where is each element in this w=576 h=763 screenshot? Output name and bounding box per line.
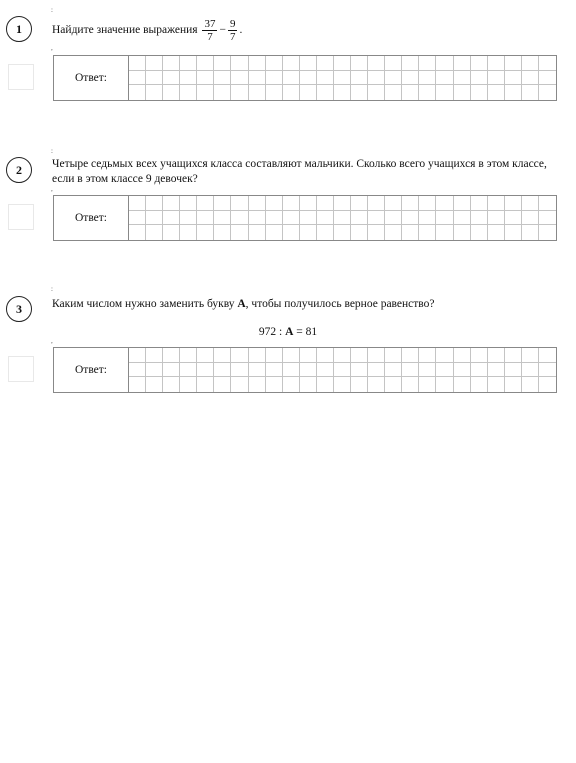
answer-cell[interactable]: [539, 56, 556, 71]
answer-cell[interactable]: [214, 211, 231, 226]
answer-cell[interactable]: [351, 363, 368, 378]
fraction-1-denominator: 7: [207, 31, 213, 43]
answer-cell[interactable]: [300, 377, 317, 392]
answer-cell[interactable]: [334, 56, 351, 71]
answer-cell[interactable]: [249, 211, 266, 226]
answer-cell[interactable]: [163, 377, 180, 392]
answer-cell[interactable]: [368, 348, 385, 363]
answer-cell[interactable]: [214, 348, 231, 363]
answer-cell[interactable]: [146, 211, 163, 226]
fraction-2-numerator: 9: [229, 18, 236, 30]
answer-grid[interactable]: [129, 56, 556, 100]
answer-cell[interactable]: [231, 377, 248, 392]
answer-cell[interactable]: [539, 363, 556, 378]
answer-cell[interactable]: [488, 85, 505, 100]
answer-cell[interactable]: [385, 348, 402, 363]
answer-cell[interactable]: [146, 377, 163, 392]
answer-cell[interactable]: [317, 56, 334, 71]
answer-cell[interactable]: [402, 211, 419, 226]
answer-cell[interactable]: [488, 225, 505, 240]
answer-cell[interactable]: [231, 71, 248, 86]
answer-cell[interactable]: [197, 85, 214, 100]
answer-cell[interactable]: [385, 363, 402, 378]
answer-cell[interactable]: [522, 363, 539, 378]
answer-cell[interactable]: [454, 196, 471, 211]
answer-cell[interactable]: [197, 211, 214, 226]
fraction-9-7: [228, 18, 238, 43]
answer-cell[interactable]: [317, 377, 334, 392]
answer-cell[interactable]: [334, 225, 351, 240]
answer-cell[interactable]: [266, 225, 283, 240]
answer-cell[interactable]: [146, 225, 163, 240]
answer-cell[interactable]: [180, 363, 197, 378]
answer-cell[interactable]: [368, 85, 385, 100]
answer-cell[interactable]: [351, 348, 368, 363]
answer-cell[interactable]: [488, 71, 505, 86]
answer-cell[interactable]: [317, 85, 334, 100]
answer-cell[interactable]: [436, 348, 453, 363]
answer-cell[interactable]: [539, 211, 556, 226]
answer-cell[interactable]: [402, 196, 419, 211]
answer-cell[interactable]: [249, 196, 266, 211]
answer-cell[interactable]: [419, 363, 436, 378]
answer-cell[interactable]: [266, 56, 283, 71]
answer-cell[interactable]: [300, 71, 317, 86]
answer-cell[interactable]: [334, 85, 351, 100]
answer-cell[interactable]: [454, 56, 471, 71]
task-2-text: Четыре седьмых всех учащихся класса составляют мальчики. Сколько всего учащихся в этом классе, если в этом классе 9 девочек?: [52, 158, 547, 185]
answer-cell[interactable]: [180, 85, 197, 100]
answer-cell[interactable]: [368, 71, 385, 86]
answer-cell[interactable]: [129, 211, 146, 226]
answer-cell[interactable]: [522, 71, 539, 86]
answer-cell[interactable]: [351, 196, 368, 211]
answer-cell[interactable]: [249, 85, 266, 100]
answer-cell[interactable]: [283, 85, 300, 100]
answer-cell[interactable]: [419, 71, 436, 86]
answer-cell[interactable]: [300, 348, 317, 363]
answer-cell[interactable]: [146, 363, 163, 378]
task-3-text: [52, 297, 435, 312]
answer-cell[interactable]: [402, 71, 419, 86]
answer-cell[interactable]: [454, 363, 471, 378]
answer-cell[interactable]: [317, 211, 334, 226]
answer-cell[interactable]: [214, 225, 231, 240]
answer-cell[interactable]: [505, 211, 522, 226]
answer-cell[interactable]: [385, 196, 402, 211]
answer-cell[interactable]: [539, 225, 556, 240]
task-1-text: [52, 18, 242, 43]
answer-cell[interactable]: [334, 377, 351, 392]
answer-cell[interactable]: [266, 196, 283, 211]
answer-cell[interactable]: [522, 56, 539, 71]
answer-cell[interactable]: [249, 363, 266, 378]
answer-cell[interactable]: [163, 211, 180, 226]
answer-field-1[interactable]: [53, 55, 557, 101]
answer-cell[interactable]: [368, 56, 385, 71]
answer-cell[interactable]: [505, 196, 522, 211]
answer-cell[interactable]: [317, 196, 334, 211]
answer-cell[interactable]: [283, 225, 300, 240]
answer-cell[interactable]: [351, 56, 368, 71]
answer-cell[interactable]: [505, 85, 522, 100]
answer-cell[interactable]: [385, 56, 402, 71]
answer-cell[interactable]: [419, 348, 436, 363]
answer-cell[interactable]: [283, 56, 300, 71]
answer-cell[interactable]: [522, 211, 539, 226]
task-number-badge: 2: [6, 157, 32, 183]
answer-cell[interactable]: [334, 363, 351, 378]
answer-cell[interactable]: [197, 56, 214, 71]
answer-cell[interactable]: [231, 363, 248, 378]
answer-cell[interactable]: [471, 196, 488, 211]
answer-cell[interactable]: [163, 363, 180, 378]
bold-letter: A: [237, 298, 246, 310]
equation: [0, 326, 576, 338]
answer-cell[interactable]: [266, 377, 283, 392]
answer-cell[interactable]: [266, 211, 283, 226]
answer-cell[interactable]: [317, 348, 334, 363]
answer-grid[interactable]: [129, 348, 556, 392]
answer-cell[interactable]: [283, 196, 300, 211]
answer-cell[interactable]: [454, 71, 471, 86]
answer-cell[interactable]: [214, 71, 231, 86]
answer-cell[interactable]: [214, 196, 231, 211]
answer-cell[interactable]: [249, 348, 266, 363]
answer-cell[interactable]: [146, 348, 163, 363]
answer-cell[interactable]: [505, 225, 522, 240]
answer-cell[interactable]: [163, 225, 180, 240]
answer-cell[interactable]: [214, 363, 231, 378]
answer-cell[interactable]: [505, 56, 522, 71]
answer-cell[interactable]: [385, 211, 402, 226]
answer-cell[interactable]: [436, 71, 453, 86]
answer-cell[interactable]: [402, 56, 419, 71]
fraction-37-7: [202, 18, 217, 43]
answer-cell[interactable]: [129, 348, 146, 363]
answer-cell[interactable]: [385, 85, 402, 100]
task-1-period: .: [239, 24, 243, 37]
answer-cell[interactable]: [146, 56, 163, 71]
answer-cell[interactable]: [300, 211, 317, 226]
answer-cell[interactable]: [351, 85, 368, 100]
task-number-badge: 1: [6, 16, 32, 42]
answer-label: Ответ:: [54, 196, 129, 240]
answer-cell[interactable]: [300, 196, 317, 211]
answer-cell[interactable]: [283, 348, 300, 363]
answer-cell[interactable]: [488, 363, 505, 378]
answer-label: Ответ:: [54, 56, 129, 100]
margin-mark: :: [51, 285, 53, 293]
answer-cell[interactable]: [249, 56, 266, 71]
answer-cell[interactable]: [249, 225, 266, 240]
answer-cell[interactable]: [436, 85, 453, 100]
answer-cell[interactable]: [180, 56, 197, 71]
answer-cell[interactable]: [180, 348, 197, 363]
answer-cell[interactable]: [146, 85, 163, 100]
answer-cell[interactable]: [317, 363, 334, 378]
answer-field-2[interactable]: [53, 195, 557, 241]
answer-cell[interactable]: [266, 71, 283, 86]
answer-cell[interactable]: [129, 56, 146, 71]
answer-cell[interactable]: [231, 225, 248, 240]
answer-cell[interactable]: [436, 225, 453, 240]
answer-cell[interactable]: [351, 71, 368, 86]
answer-cell[interactable]: [419, 225, 436, 240]
margin-mark: ,: [51, 185, 53, 193]
answer-label: Ответ:: [54, 348, 129, 392]
task-number-badge: 3: [6, 296, 32, 322]
answer-cell[interactable]: [334, 71, 351, 86]
answer-cell[interactable]: [419, 56, 436, 71]
answer-cell[interactable]: [402, 377, 419, 392]
answer-cell[interactable]: [146, 71, 163, 86]
answer-cell[interactable]: [351, 377, 368, 392]
task-3-prompt-end: , чтобы получилось верное равенство?: [245, 298, 435, 310]
answer-cell[interactable]: [368, 363, 385, 378]
answer-cell[interactable]: [266, 85, 283, 100]
answer-cell[interactable]: [471, 348, 488, 363]
answer-cell[interactable]: [488, 196, 505, 211]
answer-cell[interactable]: [539, 85, 556, 100]
answer-cell[interactable]: [231, 56, 248, 71]
answer-cell[interactable]: [488, 56, 505, 71]
task-3-prompt-start: Каким числом нужно заменить букву: [52, 298, 238, 310]
answer-cell[interactable]: [197, 71, 214, 86]
answer-cell[interactable]: [300, 56, 317, 71]
answer-cell[interactable]: [454, 348, 471, 363]
answer-cell[interactable]: [249, 71, 266, 86]
answer-cell[interactable]: [471, 71, 488, 86]
answer-cell[interactable]: [454, 85, 471, 100]
answer-cell[interactable]: [197, 377, 214, 392]
margin-mark: ,: [51, 44, 53, 52]
answer-cell[interactable]: [419, 85, 436, 100]
equation-right: = 81: [293, 326, 318, 338]
answer-cell[interactable]: [471, 85, 488, 100]
answer-cell[interactable]: [283, 377, 300, 392]
answer-cell[interactable]: [163, 348, 180, 363]
answer-cell[interactable]: [163, 196, 180, 211]
answer-cell[interactable]: [385, 225, 402, 240]
answer-cell[interactable]: [539, 348, 556, 363]
answer-cell[interactable]: [300, 85, 317, 100]
answer-cell[interactable]: [283, 211, 300, 226]
answer-cell[interactable]: [231, 211, 248, 226]
answer-cell[interactable]: [317, 225, 334, 240]
fraction-1-numerator: 37: [204, 18, 216, 30]
answer-cell[interactable]: [214, 85, 231, 100]
answer-cell[interactable]: [436, 56, 453, 71]
answer-cell[interactable]: [283, 363, 300, 378]
answer-cell[interactable]: [334, 196, 351, 211]
margin-mark: :: [51, 6, 53, 14]
answer-cell[interactable]: [488, 211, 505, 226]
answer-cell[interactable]: [471, 56, 488, 71]
answer-cell[interactable]: [249, 377, 266, 392]
answer-cell[interactable]: [539, 71, 556, 86]
answer-cell[interactable]: [505, 71, 522, 86]
answer-cell[interactable]: [402, 348, 419, 363]
answer-cell[interactable]: [368, 196, 385, 211]
answer-cell[interactable]: [266, 348, 283, 363]
answer-cell[interactable]: [488, 377, 505, 392]
answer-cell[interactable]: [471, 225, 488, 240]
answer-cell[interactable]: [351, 211, 368, 226]
answer-cell[interactable]: [146, 196, 163, 211]
answer-cell[interactable]: [505, 377, 522, 392]
answer-cell[interactable]: [419, 211, 436, 226]
answer-cell[interactable]: [197, 225, 214, 240]
answer-cell[interactable]: [180, 377, 197, 392]
answer-cell[interactable]: [197, 348, 214, 363]
answer-cell[interactable]: [283, 71, 300, 86]
answer-cell[interactable]: [471, 377, 488, 392]
answer-cell[interactable]: [419, 196, 436, 211]
answer-cell[interactable]: [129, 71, 146, 86]
answer-cell[interactable]: [419, 377, 436, 392]
answer-cell[interactable]: [231, 196, 248, 211]
answer-cell[interactable]: [129, 225, 146, 240]
answer-cell[interactable]: [300, 225, 317, 240]
answer-cell[interactable]: [351, 225, 368, 240]
score-box: [8, 64, 34, 90]
answer-cell[interactable]: [368, 225, 385, 240]
equation-letter: A: [285, 326, 294, 338]
answer-cell[interactable]: [522, 85, 539, 100]
answer-cell[interactable]: [385, 71, 402, 86]
margin-mark: ,: [51, 337, 53, 345]
answer-cell[interactable]: [454, 211, 471, 226]
answer-cell[interactable]: [180, 225, 197, 240]
answer-cell[interactable]: [180, 211, 197, 226]
answer-cell[interactable]: [231, 348, 248, 363]
answer-cell[interactable]: [539, 196, 556, 211]
answer-cell[interactable]: [488, 348, 505, 363]
answer-cell[interactable]: [522, 196, 539, 211]
answer-cell[interactable]: [454, 377, 471, 392]
answer-cell[interactable]: [368, 377, 385, 392]
answer-cell[interactable]: [522, 348, 539, 363]
answer-cell[interactable]: [214, 56, 231, 71]
answer-cell[interactable]: [163, 85, 180, 100]
answer-cell[interactable]: [436, 363, 453, 378]
answer-cell[interactable]: [197, 196, 214, 211]
task-1-prompt: Найдите значение выражения: [52, 24, 198, 37]
answer-cell[interactable]: [334, 348, 351, 363]
answer-grid[interactable]: [129, 196, 556, 240]
answer-cell[interactable]: [334, 211, 351, 226]
answer-cell[interactable]: [505, 348, 522, 363]
answer-cell[interactable]: [505, 363, 522, 378]
answer-cell[interactable]: [163, 56, 180, 71]
answer-cell[interactable]: [402, 85, 419, 100]
answer-cell[interactable]: [197, 363, 214, 378]
answer-cell[interactable]: [214, 377, 231, 392]
answer-cell[interactable]: [522, 377, 539, 392]
answer-cell[interactable]: [129, 85, 146, 100]
answer-cell[interactable]: [180, 196, 197, 211]
answer-cell[interactable]: [163, 71, 180, 86]
answer-cell[interactable]: [180, 71, 197, 86]
answer-cell[interactable]: [471, 211, 488, 226]
answer-cell[interactable]: [129, 377, 146, 392]
answer-cell[interactable]: [436, 196, 453, 211]
answer-cell[interactable]: [402, 363, 419, 378]
answer-field-3[interactable]: [53, 347, 557, 393]
score-box: [8, 204, 34, 230]
answer-cell[interactable]: [522, 225, 539, 240]
answer-cell[interactable]: [402, 225, 419, 240]
margin-mark: :: [51, 147, 53, 155]
answer-cell[interactable]: [454, 225, 471, 240]
answer-cell[interactable]: [436, 377, 453, 392]
fraction-2-denominator: 7: [229, 31, 236, 43]
equation-left: 972 :: [258, 326, 286, 338]
answer-cell[interactable]: [385, 377, 402, 392]
answer-cell[interactable]: [471, 363, 488, 378]
answer-cell[interactable]: [368, 211, 385, 226]
answer-cell[interactable]: [436, 211, 453, 226]
answer-cell[interactable]: [129, 363, 146, 378]
answer-cell[interactable]: [300, 363, 317, 378]
answer-cell[interactable]: [266, 363, 283, 378]
minus-sign: −: [219, 24, 226, 37]
answer-cell[interactable]: [317, 71, 334, 86]
answer-cell[interactable]: [129, 196, 146, 211]
score-box: [8, 356, 34, 382]
answer-cell[interactable]: [539, 377, 556, 392]
answer-cell[interactable]: [231, 85, 248, 100]
